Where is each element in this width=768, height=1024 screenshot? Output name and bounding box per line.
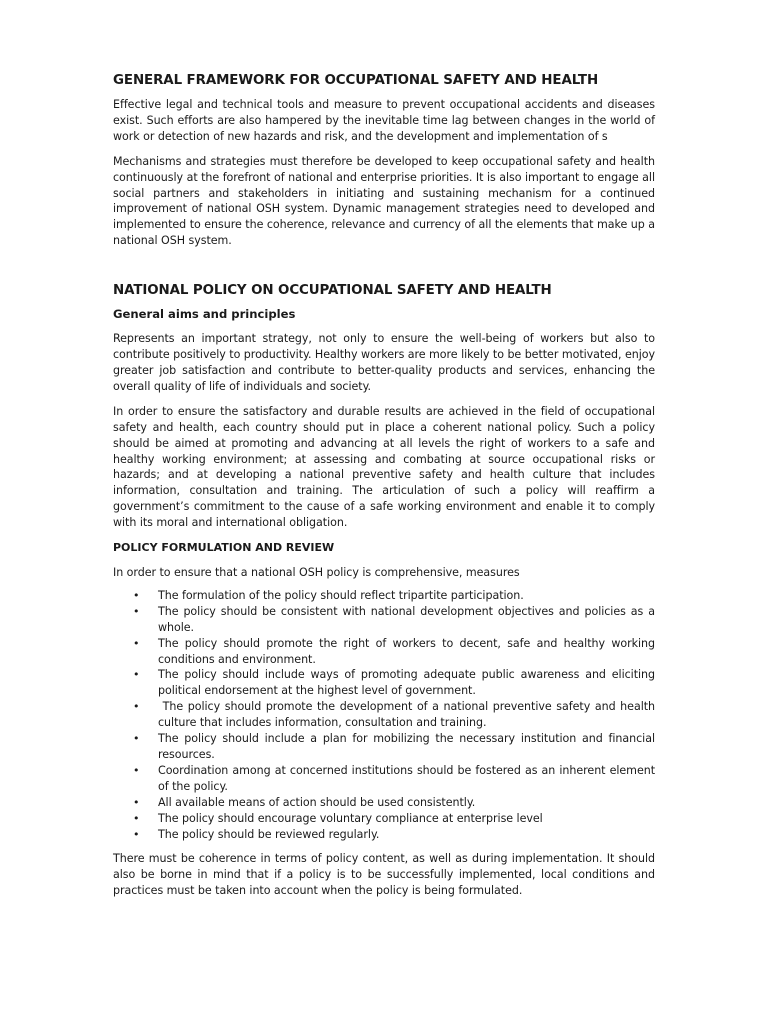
framework-paragraph-2: Mechanisms and strategies must therefore be developed to keep occupational safety and health continuously at the forefront of national and enterprise priorities. It is also important to engage all social partners and stakeholders in initiating and sustaining mechanism for a continued improvement of national OSH system. Dynamic management strategies need to developed and implemented to ensure the coherence, relevance and currency of all the elements that make up a national OSH system. <box>113 154 655 248</box>
bullet-icon: • <box>133 811 140 825</box>
list-item <box>113 731 655 763</box>
bullet-icon: • <box>133 732 140 746</box>
national-policy-heading: NATIONAL POLICY ON OCCUPATIONAL SAFETY AND HEALTH <box>113 283 552 299</box>
policy-measures-list <box>113 588 659 843</box>
list-item-text: The policy should include a plan for mobilizing the necessary institution and financial resources. <box>158 732 655 761</box>
list-item-text: The policy should encourage voluntary compliance at enterprise level <box>158 811 543 825</box>
bullet-icon: • <box>133 604 140 618</box>
bullet-icon: • <box>133 700 140 714</box>
list-item <box>113 588 655 604</box>
bullet-icon: • <box>133 795 140 809</box>
national-policy-paragraph-1: Represents an important strategy, not only to ensure the well-being of workers but also to contribute positively to productivity. Healthy workers are more likely to be better motivated, enjoy greater job satisfaction and contribute to better-quality products and services, enhancing the overall quality of life of individuals and society. <box>113 332 655 393</box>
formulation-intro: In order to ensure that a national OSH policy is comprehensive, measures <box>113 566 520 580</box>
bullet-icon: • <box>133 668 140 682</box>
list-item-text: The formulation of the policy should reflect tripartite participation. <box>158 588 524 602</box>
list-item <box>113 795 655 811</box>
list-item-text: The policy should be consistent with national development objectives and policies as a whole. <box>158 604 655 634</box>
list-item <box>113 667 655 699</box>
list-item <box>113 604 655 636</box>
list-item-text: The policy should be reviewed regularly. <box>158 827 380 841</box>
bullet-icon: • <box>133 827 140 841</box>
bullet-icon: • <box>133 588 140 602</box>
framework-heading: GENERAL FRAMEWORK FOR OCCUPATIONAL SAFETY AND HEALTH <box>113 73 599 88</box>
list-item <box>113 636 655 668</box>
list-item <box>113 811 655 827</box>
list-item <box>113 763 655 795</box>
list-item-text: All available means of action should be used consistently. <box>158 795 476 809</box>
general-aims-subheading: General aims and principles <box>113 307 296 322</box>
list-item <box>113 699 659 731</box>
formulation-heading: POLICY FORMULATION AND REVIEW <box>113 541 335 555</box>
bullet-icon: • <box>133 636 140 650</box>
formulation-closing-paragraph: There must be coherence in terms of policy content, as well as during implementation. It should also be borne in mind that if a policy is to be successfully implemented, local conditions and practices must be taken into account when the policy is being formulated. <box>113 852 655 898</box>
national-policy-paragraph-2: In order to ensure the satisfactory and durable results are achieved in the field of occupational safety and health, each country should put in place a coherent national policy. Such a policy should be aimed at promoting and advancing at all levels the right of workers to a safe and healthy working environment; at assessing and combating at source occupational risks or hazards; and at developing a national preventive safety and health culture that includes information, consultation and training. The articulation of such a policy will reaffirm a government’s commitment to the cause of a safe working environment and enable it to comply with its moral and international obligation. <box>113 404 655 530</box>
list-item-text: The policy should promote the right of workers to decent, safe and healthy working conditions and environment. <box>158 636 655 666</box>
list-item-text: The policy should include ways of promoting adequate public awareness and eliciting political endorsement at the highest level of government. <box>158 668 655 698</box>
bullet-icon: • <box>133 763 140 777</box>
list-item-text: Coordination among at concerned institutions should be fostered as an inherent element of the policy. <box>158 763 655 793</box>
list-item-text: The policy should promote the development of a national preventive safety and health culture that includes information, consultation and training. <box>158 700 659 730</box>
document-page <box>113 72 659 908</box>
list-item <box>113 827 655 843</box>
framework-paragraph-1: Effective legal and technical tools and measure to prevent occupational accidents and diseases exist. Such efforts are also hampered by the inevitable time lag between changes in the world of work or detection of new hazards and risk, and the development and implementation of s <box>113 98 655 143</box>
